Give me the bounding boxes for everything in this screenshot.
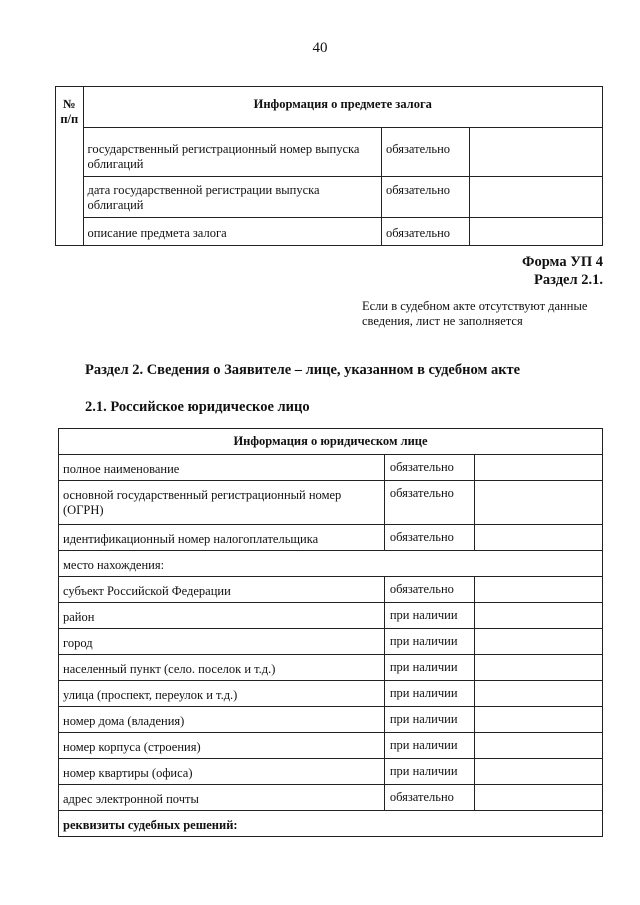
row-label: номер дома (владения) xyxy=(59,707,385,733)
table-row xyxy=(59,629,603,655)
value-cell[interactable] xyxy=(474,681,602,707)
row-status: при наличии xyxy=(384,733,474,759)
value-cell[interactable] xyxy=(474,629,602,655)
form-section: Раздел 2.1. xyxy=(534,272,603,288)
value-cell[interactable] xyxy=(470,218,603,246)
value-cell[interactable] xyxy=(474,603,602,629)
value-cell[interactable] xyxy=(474,577,602,603)
entity-table-header: Информация о юридическом лице xyxy=(59,429,603,455)
legal-entity-table xyxy=(58,428,603,837)
table-row xyxy=(59,481,603,525)
row-label: дата государственной регистрации выпуска облигаций xyxy=(83,177,381,218)
table-row xyxy=(59,785,603,811)
row-label: полное наименование xyxy=(59,455,385,481)
subsection-title: 2.1. Российское юридическое лицо xyxy=(85,399,310,415)
table-row xyxy=(59,603,603,629)
value-cell[interactable] xyxy=(474,455,602,481)
table-row xyxy=(59,455,603,481)
row-status: при наличии xyxy=(384,655,474,681)
table-row xyxy=(59,551,603,577)
row-label: район xyxy=(59,603,385,629)
row-status: обязательно xyxy=(384,785,474,811)
table-row xyxy=(59,707,603,733)
row-label: населенный пункт (село. поселок и т.д.) xyxy=(59,655,385,681)
row-label: описание предмета залога xyxy=(83,218,381,246)
row-status: обязательно xyxy=(381,128,469,177)
table-row xyxy=(59,811,603,837)
row-status: при наличии xyxy=(384,603,474,629)
row-label: государственный регистрационный номер выпуска облигаций xyxy=(83,128,381,177)
row-label: адрес электронной почты xyxy=(59,785,385,811)
row-status: обязательно xyxy=(384,525,474,551)
row-label: субъект Российской Федерации xyxy=(59,577,385,603)
row-status: обязательно xyxy=(381,177,469,218)
row-status: при наличии xyxy=(384,681,474,707)
value-cell[interactable] xyxy=(474,481,602,525)
row-label: реквизиты судебных решений: xyxy=(59,811,603,837)
row-label: место нахождения: xyxy=(59,551,603,577)
fill-note: Если в судебном акте отсутствуют данные сведения, лист не заполняется xyxy=(362,299,588,328)
value-cell[interactable] xyxy=(474,733,602,759)
row-label: идентификационный номер налогоплательщика xyxy=(59,525,385,551)
value-cell[interactable] xyxy=(474,655,602,681)
row-status: обязательно xyxy=(384,455,474,481)
value-cell[interactable] xyxy=(474,525,602,551)
table-row xyxy=(59,655,603,681)
page-number: 40 xyxy=(312,40,328,56)
table-row xyxy=(59,733,603,759)
form-label xyxy=(522,253,603,289)
form-name: Форма УП 4 xyxy=(522,254,603,270)
table-row xyxy=(59,577,603,603)
table-row xyxy=(56,128,603,177)
row-label: улица (проспект, переулок и т.д.) xyxy=(59,681,385,707)
row-status: обязательно xyxy=(384,577,474,603)
row-label: номер корпуса (строения) xyxy=(59,733,385,759)
table-row xyxy=(59,525,603,551)
value-cell[interactable] xyxy=(470,177,603,218)
value-cell[interactable] xyxy=(474,785,602,811)
row-label: номер квартиры (офиса) xyxy=(59,759,385,785)
table-row xyxy=(59,759,603,785)
row-status: обязательно xyxy=(381,218,469,246)
pledge-table-header: Информация о предмете залога xyxy=(83,87,602,128)
table-row xyxy=(59,681,603,707)
table-row xyxy=(56,177,603,218)
row-status: при наличии xyxy=(384,629,474,655)
row-label: основной государственный регистрационный номер (ОГРН) xyxy=(59,481,385,525)
row-status: обязательно xyxy=(384,481,474,525)
row-status: при наличии xyxy=(384,759,474,785)
pledge-info-table xyxy=(55,86,603,246)
row-number-header: № п/п xyxy=(56,87,84,246)
row-label: город xyxy=(59,629,385,655)
table-row xyxy=(56,218,603,246)
value-cell[interactable] xyxy=(474,759,602,785)
row-status: при наличии xyxy=(384,707,474,733)
value-cell[interactable] xyxy=(470,128,603,177)
value-cell[interactable] xyxy=(474,707,602,733)
section-title: Раздел 2. Сведения о Заявителе – лице, указанном в судебном акте xyxy=(85,362,521,378)
